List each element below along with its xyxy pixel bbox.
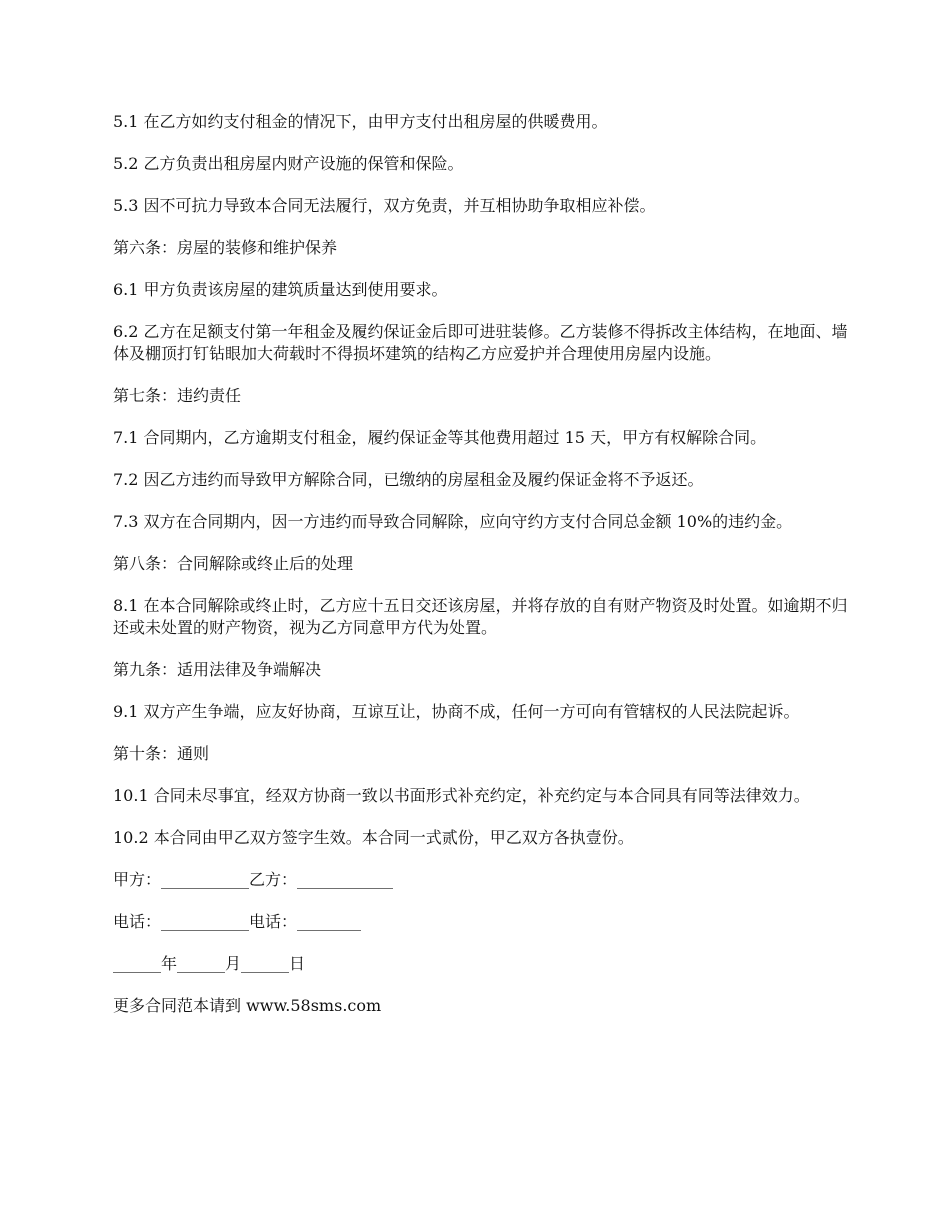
clause-8-1: 8.1 在本合同解除或终止时，乙方应十五日交还该房屋，并将存放的自有财产物资及时处置。如逾期不归还或未处置的财产物资，视为乙方同意甲方代为处置。 [113,596,848,637]
article-7-heading: 第七条：违约责任 [113,386,242,405]
clause-5-1: 5.1 在乙方如约支付租金的情况下，由甲方支付出租房屋的供暖费用。 [113,112,608,131]
clause-10-1: 10.1 合同未尽事宜，经双方协商一致以书面形式补充约定，补充约定与本合同具有同等法律效力。 [113,786,810,805]
party-signature-line: 甲方：___________乙方：____________ [113,870,394,889]
article-6-heading: 第六条：房屋的装修和维护保养 [113,238,338,257]
phone-signature-line: 电话：___________电话：________ [113,912,362,931]
clause-7-2: 7.2 因乙方违约而导致甲方解除合同，已缴纳的房屋租金及履约保证金将不予返还。 [113,470,704,489]
article-10-heading: 第十条：通则 [113,744,210,763]
date-signature-line: ______年______月______日 [113,954,306,973]
article-8-heading: 第八条：合同解除或终止后的处理 [113,554,354,573]
document-body [113,111,853,1037]
clause-5-2: 5.2 乙方负责出租房屋内财产设施的保管和保险。 [113,154,464,173]
clause-6-1: 6.1 甲方负责该房屋的建筑质量达到使用要求。 [113,280,448,299]
clause-7-3: 7.3 双方在合同期内，因一方违约而导致合同解除，应向守约方支付合同总金额 10%的违约金。 [113,512,793,531]
clause-9-1: 9.1 双方产生争端，应友好协商，互谅互让，协商不成，任何一方可向有管辖权的人民法院起诉。 [113,702,800,721]
clause-10-2: 10.2 本合同由甲乙双方签字生效。本合同一式贰份，甲乙双方各执壹份。 [113,828,634,847]
clause-7-1: 7.1 合同期内，乙方逾期支付租金，履约保证金等其他费用超过 15 天，甲方有权解除合同。 [113,428,767,447]
more-templates-footer: 更多合同范本请到 www.58sms.com [113,996,382,1015]
article-9-heading: 第九条：适用法律及争端解决 [113,660,322,679]
clause-5-3: 5.3 因不可抗力导致本合同无法履行，双方免责，并互相协助争取相应补偿。 [113,196,656,215]
clause-6-2: 6.2 乙方在足额支付第一年租金及履约保证金后即可进驻装修。乙方装修不得拆改主体结构，在地面、墙体及棚顶打钉钻眼加大荷载时不得损坏建筑的结构乙方应爱护并合理使用房屋内设施。 [113,322,848,363]
